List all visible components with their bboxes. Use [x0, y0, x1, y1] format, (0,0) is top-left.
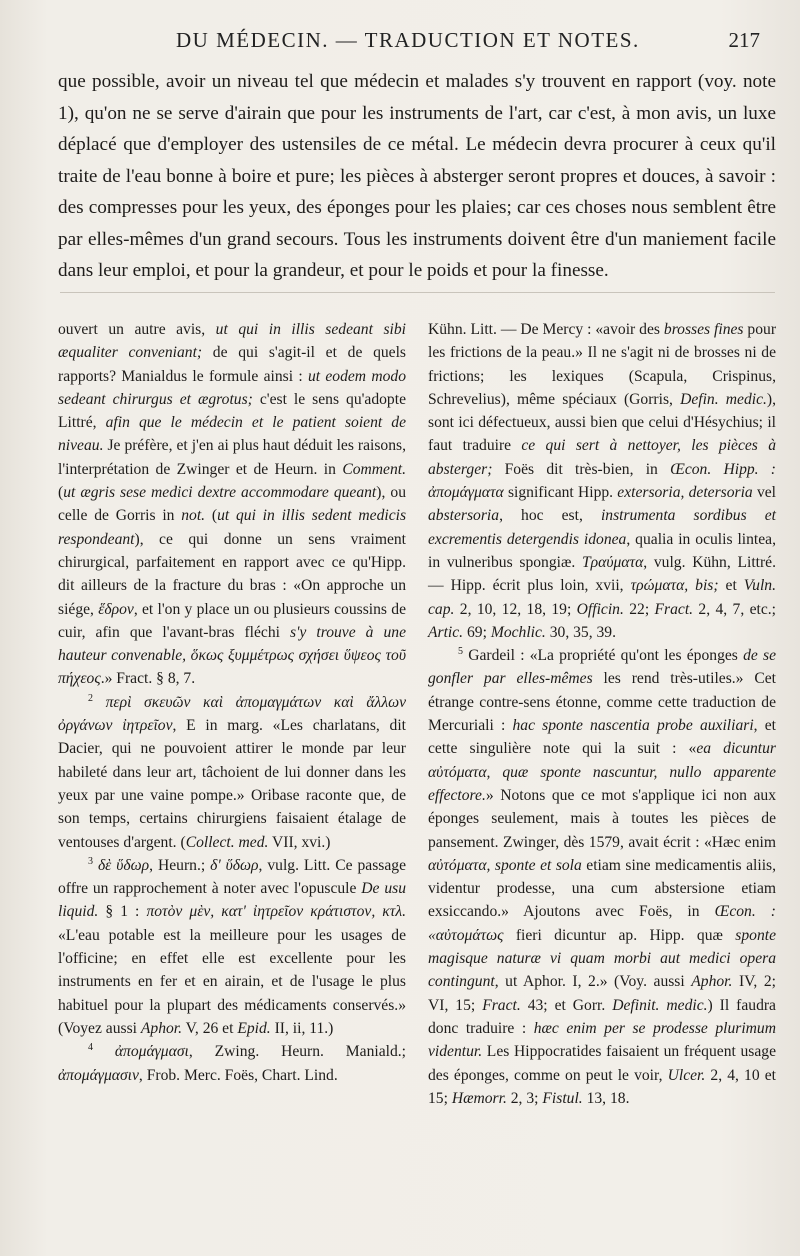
- running-title: DU MÉDECIN. — TRADUCTION ET NOTES.: [176, 28, 640, 52]
- footnote-3: $^3$ δὲ ὕδωρ, Heurn.; δ' ὕδωρ, vulg. Litt. Ce passage offre un rapprochement à noter avec l'opuscule De usu liquid. § 1 : ποτὸν μὲν, κατ' ἰητρεῖον κράτιστον, κτλ. «L'eau potable est la meilleure pour les usages de l'officine; en effet elle est excellente pour les instruments en fer et en airain, et de l'usage le plus habituel pour la plupart des médicaments conservés.» (Voyez aussi Aphor. V, 26 et Epid. II, ii, 11.): [58, 855, 406, 1037]
- running-head: [176, 28, 766, 53]
- footnote-mark: 4: [88, 1042, 93, 1054]
- footnote-5: $^5$ Gardeil : «La propriété qu'ont les éponges de se gonfler par elles-mêmes les rend très-utiles.» Cet étrange contre-sens étonne, comme cette traduction de Mercuriali : hac sponte nascentia probe auxiliari, et cette singulière note qui la suit : «ea dicuntur αὐτόματα, quæ sponte nascuntur, nullo apparente effectore.» Notons que ce mot s'applique ici non aux éponges seulement, mais à toutes les pièces de pansement. Zwinger, dès 1579, avait écrit : «Hæc enim αὐτόματα, sponte et sola etiam sine medicamentis aliis, videntur prodesse, una cum abstersione etiam exsiccando.» Ajoutons avec Foës, in Œcon. : «αὐτομάτως fieri dicuntur ap. Hipp. quæ sponte magisque naturæ vi quam morbi aut medici opera contingunt, ut Aphor. I, 2.» (Voy. aussi Aphor. IV, 2; VI, 15; Fract. 43; et Gorr. Definit. medic.) Il faudra donc traduire : hæc enim per se prodesse plurimum videntur. Les Hippocratides faisaient un fréquent usage des éponges, comme on peut le voir, Ulcer. 2, 4, 10 et 15; Hæmorr. 2, 3; Fistul. 13, 18.: [428, 645, 776, 1107]
- page-number: 217: [728, 28, 760, 52]
- notes-right-column: [428, 318, 776, 1110]
- footnote-mark: 2: [88, 692, 93, 704]
- note-1-continuation: ouvert un autre avis, ut qui in illis sedeant sibi æqualiter conveniant; de qui s'agit-il et de quels rapports? Manialdus le formule ainsi : ut eodem modo sedeant chirurgus et ægrotus; c'est le sens qu'adopte Littré, afin que le médecin et le patient soient de niveau. Je préfère, et j'en ai plus haut déduit les raisons, l'interprétation de Zwinger et de Heurn. in Comment. (ut ægris sese medici dextre accommodare queant), ou celle de Gorris in not. (ut qui in illis sedent medicis respondeant), ce qui donne un sens vraiment chirurgical, parfaitement en rapport avec ce qu'Hipp. dit ailleurs de la fracture du bras : «On approche un siége, ἕδρον, et l'on y place un ou plusieurs coussins de cuir, afin que l'avant-bras fléchi s'y trouve à une hauteur convenable, ὅκως ξυμμέτρως σχήσει ὕψεος τοῦ πήχεος.» Fract. § 8, 7.: [58, 321, 407, 688]
- notes-left-column: [58, 318, 406, 1087]
- footnote-mark: 3: [88, 855, 93, 867]
- notes-separator: [60, 292, 775, 293]
- footnote-2: $^2$ περὶ σκευῶν καὶ ἀπομαγμάτων καὶ ἄλλων ὀργάνων ἰητρεῖον, E in marg. «Les charlatans, dit Dacier, qui ne pouvoient attirer le monde par leur habileté dans leur art, tâchoient de lui donner dans les yeux par une vaine pompe.» Oribase raconte que, de son temps, certains chirurgiens faisaient étalage de ventouses d'argent. (Collect. med. VII, xvi.): [58, 692, 406, 851]
- main-text: que possible, avoir un niveau tel que médecin et malades s'y trouvent en rapport (voy. note 1), qu'on ne se serve d'airain que pour les instruments de l'art, car c'est, à mon avis, un luxe déplacé que d'employer des ustensiles de ce métal. Le médecin devra procurer à ceux qu'il traite de l'eau bonne à boire et pure; les pièces à absterger seront propres et douces, à savoir : des compresses pour les yeux, des éponges pour les plaies; car ces choses nous semblent être par elles-mêmes d'un grand secours. Tous les instruments doivent être d'un maniement facile dans leur emploi, et pour la grandeur, et pour le poids et pour la finesse.: [58, 71, 776, 281]
- footnote-4-continuation: Kühn. Litt. — De Mercy : «avoir des brosses fines pour les frictions de la peau.» Il ne s'agit ni de brosses ni de frictions; les lexiques (Scapula, Crispinus, Schrevelius), même spéciaux (Gorris, Defin. medic.), sont ici défectueux, aussi bien que celui d'Hésychius; il faut traduire ce qui sert à nettoyer, les pièces à absterger; Foës dit très-bien, in Œcon. Hipp. : ἀπομάγματα significant Hipp. extersoria, detersoria vel abstersoria, hoc est, instrumenta sordibus et excrementis detergendis idonea, qualia in oculis lintea, in vulneribus spongiæ. Τραύματα, vulg. Kühn, Littré. — Hipp. écrit plus loin, xvii, τρώματα, bis; et Vuln. cap. 2, 10, 12, 18, 19; Officin. 22; Fract. 2, 4, 7, etc.; Artic. 69; Mochlic. 30, 35, 39.: [428, 321, 777, 641]
- footnote-mark: 5: [458, 645, 463, 657]
- footnote-4: $^4$ ἀπομάγμασι, Zwing. Heurn. Maniald.; ἀπομάγμασιν, Frob. Merc. Foës, Chart. Lind.: [58, 1042, 406, 1084]
